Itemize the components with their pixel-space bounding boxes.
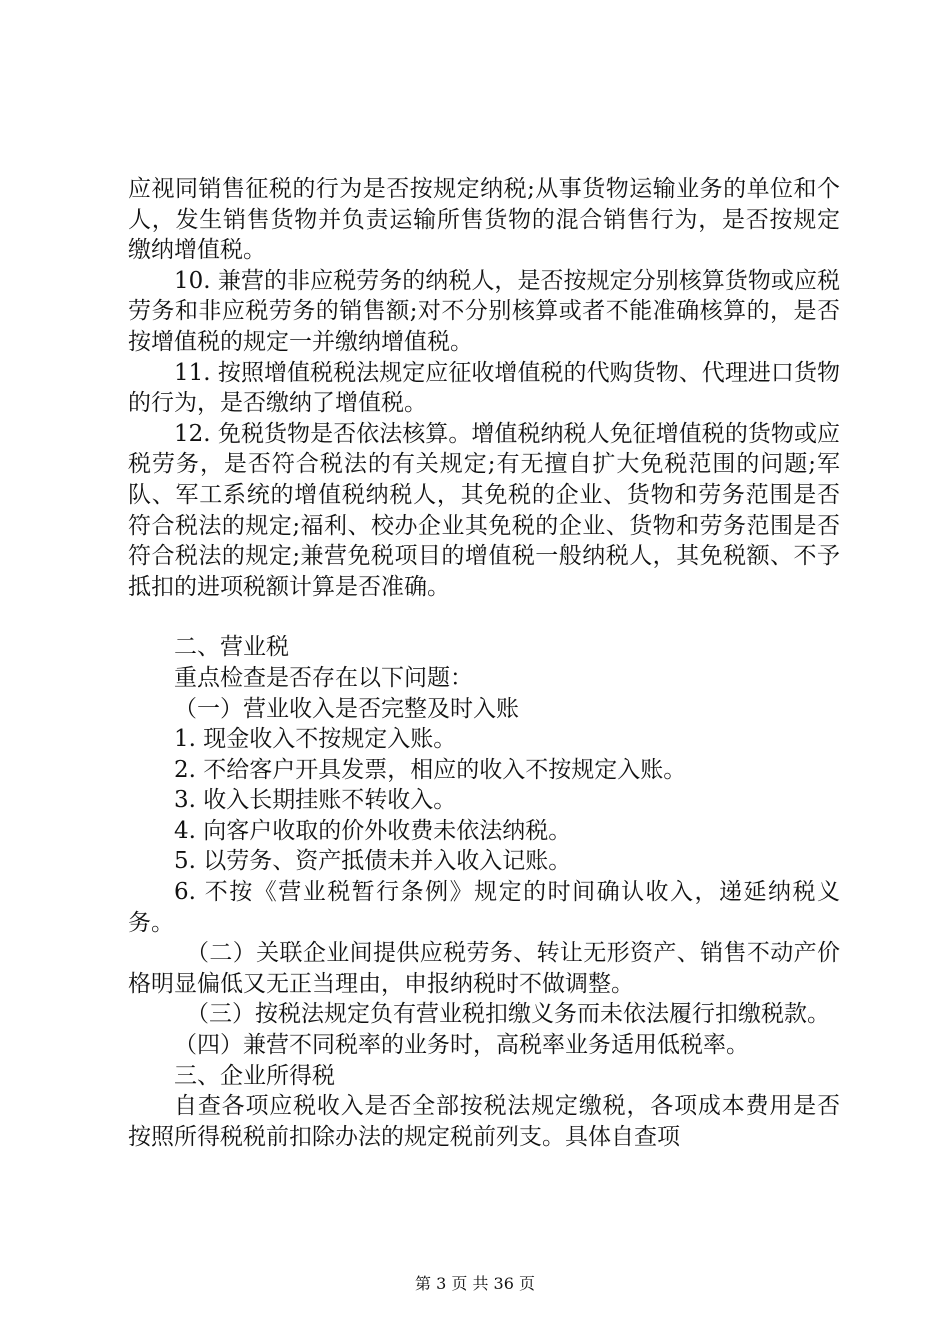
paragraph-item-12: 12. 免税货物是否依法核算。增值税纳税人免征增值税的货物或应税劳务，是否符合税法的有关规定;有无擅自扩大免税范围的问题;军队、军工系统的增值税纳税人，其免税的企业、货物和劳务范围是否符合税法的规定;福利、校办企业其免税的企业、货物和劳务范围是否符合税法的规定;兼营免税项目的增值税一般纳税人，其免税额、不予抵扣的进项税额计算是否准确。 xyxy=(128,420,840,600)
section-heading-business-tax: 二、营业税 xyxy=(174,634,289,661)
subheading-1: （一）营业收入是否完整及时入账 xyxy=(174,695,519,722)
paragraph-item-11: 11. 按照增值税税法规定应征收增值税的代购货物、代理进口货物的行为，是否缴纳了增值税。 xyxy=(128,359,840,417)
list-item-1: 1. 现金收入不按规定入账。 xyxy=(174,726,457,753)
paragraph-self-check: 自查各项应税收入是否全部按税法规定缴税，各项成本费用是否按照所得税税前扣除办法的规定税前列支。具体自查项 xyxy=(128,1093,840,1150)
paragraph-key-check: 重点检查是否存在以下问题： xyxy=(174,664,473,691)
list-item-5: 5. 以劳务、资产抵债未并入收入记账。 xyxy=(174,848,572,875)
section-heading-corporate-income-tax: 三、企业所得税 xyxy=(174,1062,335,1089)
subheading-3: （三）按税法规定负有营业税扣缴义务而未依法履行扣缴税款。 xyxy=(186,1001,830,1028)
list-item-4: 4. 向客户收取的价外收费未依法纳税。 xyxy=(174,817,572,844)
subheading-4: （四）兼营不同税率的业务时，高税率业务适用低税率。 xyxy=(174,1032,749,1059)
list-item-3: 3. 收入长期挂账不转收入。 xyxy=(174,787,457,814)
section-gap xyxy=(128,602,840,632)
list-item-6: 6. 不按《营业税暂行条例》规定的时间确认收入，递延纳税义务。 xyxy=(128,879,840,936)
subheading-2: （二）关联企业间提供应税劳务、转让无形资产、销售不动产价格明显偏低又无正当理由，申报纳税时不做调整。 xyxy=(128,940,840,997)
paragraph-item-10: 10. 兼营的非应税劳务的纳税人，是否按规定分别核算货物或应税劳务和非应税劳务的销售额;对不分别核算或者不能准确核算的，是否按增值税的规定一并缴纳增值税。 xyxy=(128,267,840,355)
page-number-footer: 第 3 页 共 36 页 xyxy=(415,1274,535,1293)
paragraph-continuation: 应视同销售征税的行为是否按规定纳税;从事货物运输业务的单位和个人，发生销售货物并负责运输所售货物的混合销售行为，是否按规定缴纳增值税。 xyxy=(128,176,840,264)
document-body xyxy=(128,174,840,1152)
list-item-2: 2. 不给客户开具发票，相应的收入不按规定入账。 xyxy=(174,756,687,783)
